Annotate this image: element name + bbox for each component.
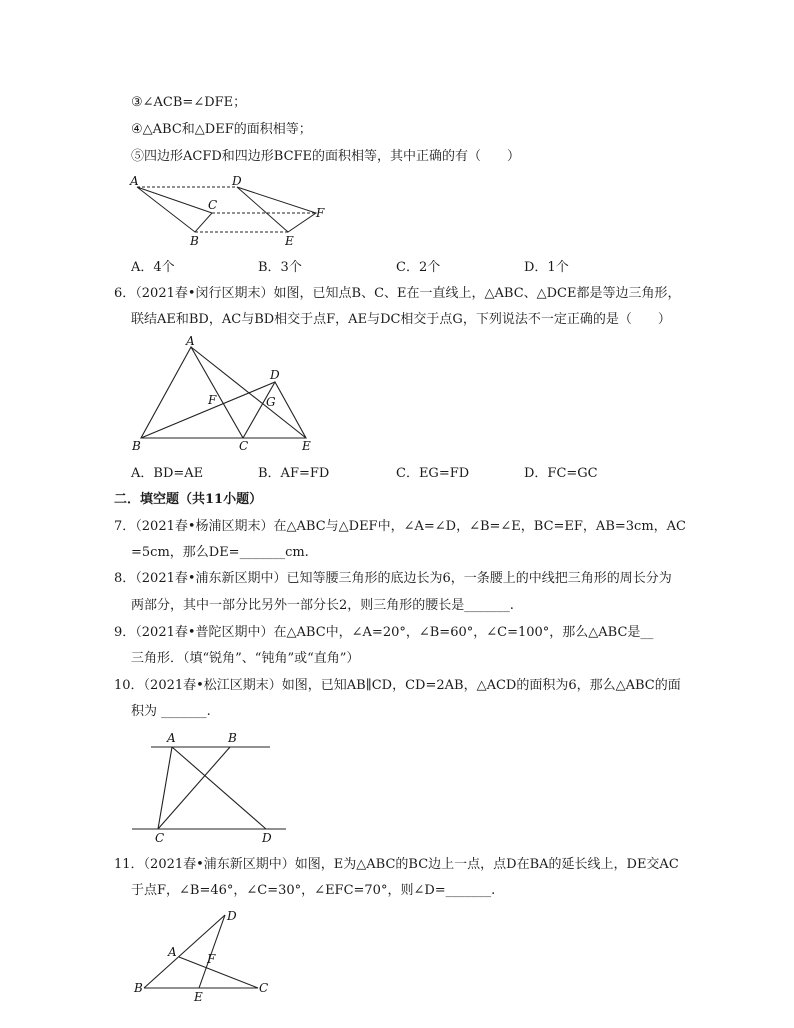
q6-label-C: C	[239, 439, 249, 453]
q10-label-B: B	[228, 731, 237, 745]
q6-label-F: F	[208, 393, 217, 407]
q5-figure	[126, 172, 336, 250]
q11-label-D: D	[227, 909, 237, 923]
q5-label-D: D	[232, 174, 242, 188]
q6-figure	[128, 334, 328, 458]
q11-label-C: C	[259, 981, 269, 995]
q10-label-A: A	[167, 731, 176, 745]
q10-label-C: C	[155, 831, 165, 845]
q6-option-a: A．BD=AE	[131, 466, 204, 481]
q6-label-B: B	[132, 439, 141, 453]
q5-item-5: ⑤四边形ACFD和四边形BCFE的面积相等，其中正确的有（ ）	[131, 149, 521, 164]
q10-figure	[128, 728, 293, 848]
q5-option-d: D．1个	[524, 260, 569, 275]
q11-label-E: E	[194, 990, 203, 1004]
q5-label-E: E	[285, 234, 294, 248]
q8-line-2: 两部分，其中一部分比另外一部分长2，则三角形的腰长是_______.	[131, 598, 514, 613]
q6-triangle-DCE	[243, 382, 306, 438]
q6-triangle-ABC	[141, 347, 243, 438]
q8-line-1: 8．（2021春•浦东新区期中）已知等腰三角形的底边长为6，一条腰上的中线把三角形的周长分为	[114, 571, 672, 586]
q6-option-c: C．EG=FD	[396, 466, 470, 481]
q6-label-E: E	[302, 439, 311, 453]
q6-option-d: D．FC=GC	[524, 466, 598, 481]
q11-line-1: 11．（2021春•浦东新区期中）如图，E为△ABC的BC边上一点，点D在BA的延长线上，DE交AC	[114, 857, 679, 872]
q6-label-D: D	[270, 368, 280, 382]
section-2-heading: 二．填空题（共11小题）	[114, 492, 263, 507]
q11-label-B: B	[134, 981, 143, 995]
q10-label-D: D	[262, 831, 272, 845]
q7-line-1: 7．（2021春•杨浦区期末）在△ABC与△DEF中，∠A=∠D，∠B=∠E，BC=EF，AB=3cm，AC	[114, 519, 686, 534]
q11-label-A: A	[168, 945, 177, 959]
q9-line-2: 三角形．（填“锐角”、“钝角”或“直角”）	[131, 651, 360, 666]
q6-label-A: A	[186, 334, 195, 348]
q5-option-b: B．3个	[258, 260, 302, 275]
q6-option-b: B．AF=FD	[258, 466, 330, 481]
q5-label-C: C	[208, 198, 218, 212]
q6-seg-BD	[141, 382, 275, 438]
q11-seg-AC	[179, 957, 258, 988]
q5-triangle-DEF	[237, 187, 316, 232]
q11-figure	[128, 905, 278, 1005]
q7-line-2: =5cm，那么DE=_______cm.	[131, 545, 309, 560]
q6-label-G: G	[266, 395, 276, 409]
q5-item-3: ③∠ACB=∠DFE；	[131, 95, 247, 110]
q10-seg-AC	[158, 747, 172, 829]
q6-line-1: 6．（2021春•闵行区期末）如图，已知点B、C、E在一直线上，△ABC、△DCE都是等边三角形，	[114, 286, 681, 301]
q5-label-A: A	[130, 174, 139, 188]
q5-option-a: A．4个	[131, 260, 175, 275]
q5-label-B: B	[190, 234, 199, 248]
q5-triangle-ABC	[137, 187, 212, 232]
q11-line-2: 于点F，∠B=46°，∠C=30°，∠EFC=70°，则∠D=_______.	[131, 883, 496, 898]
q9-line-1: 9．（2021春•普陀区期中）在△ABC中，∠A=20°，∠B=60°，∠C=100°，那么△ABC是__	[114, 625, 654, 640]
q5-item-4: ④△ABC和△DEF的面积相等；	[131, 122, 312, 137]
q5-label-F: F	[316, 206, 325, 220]
q10-line-2: 积为 _______.	[131, 704, 211, 719]
q5-option-c: C．2个	[396, 260, 441, 275]
q6-line-2: 联结AE和BD，AC与BD相交于点F，AE与DC相交于点G，下列说法不一定正确的是（ ）	[131, 312, 671, 327]
q11-label-F: F	[207, 952, 216, 966]
q10-line-1: 10．（2021春•松江区期末）如图，已知AB∥CD，CD=2AB，△ACD的面积为6，那么△ABC的面	[114, 678, 681, 693]
